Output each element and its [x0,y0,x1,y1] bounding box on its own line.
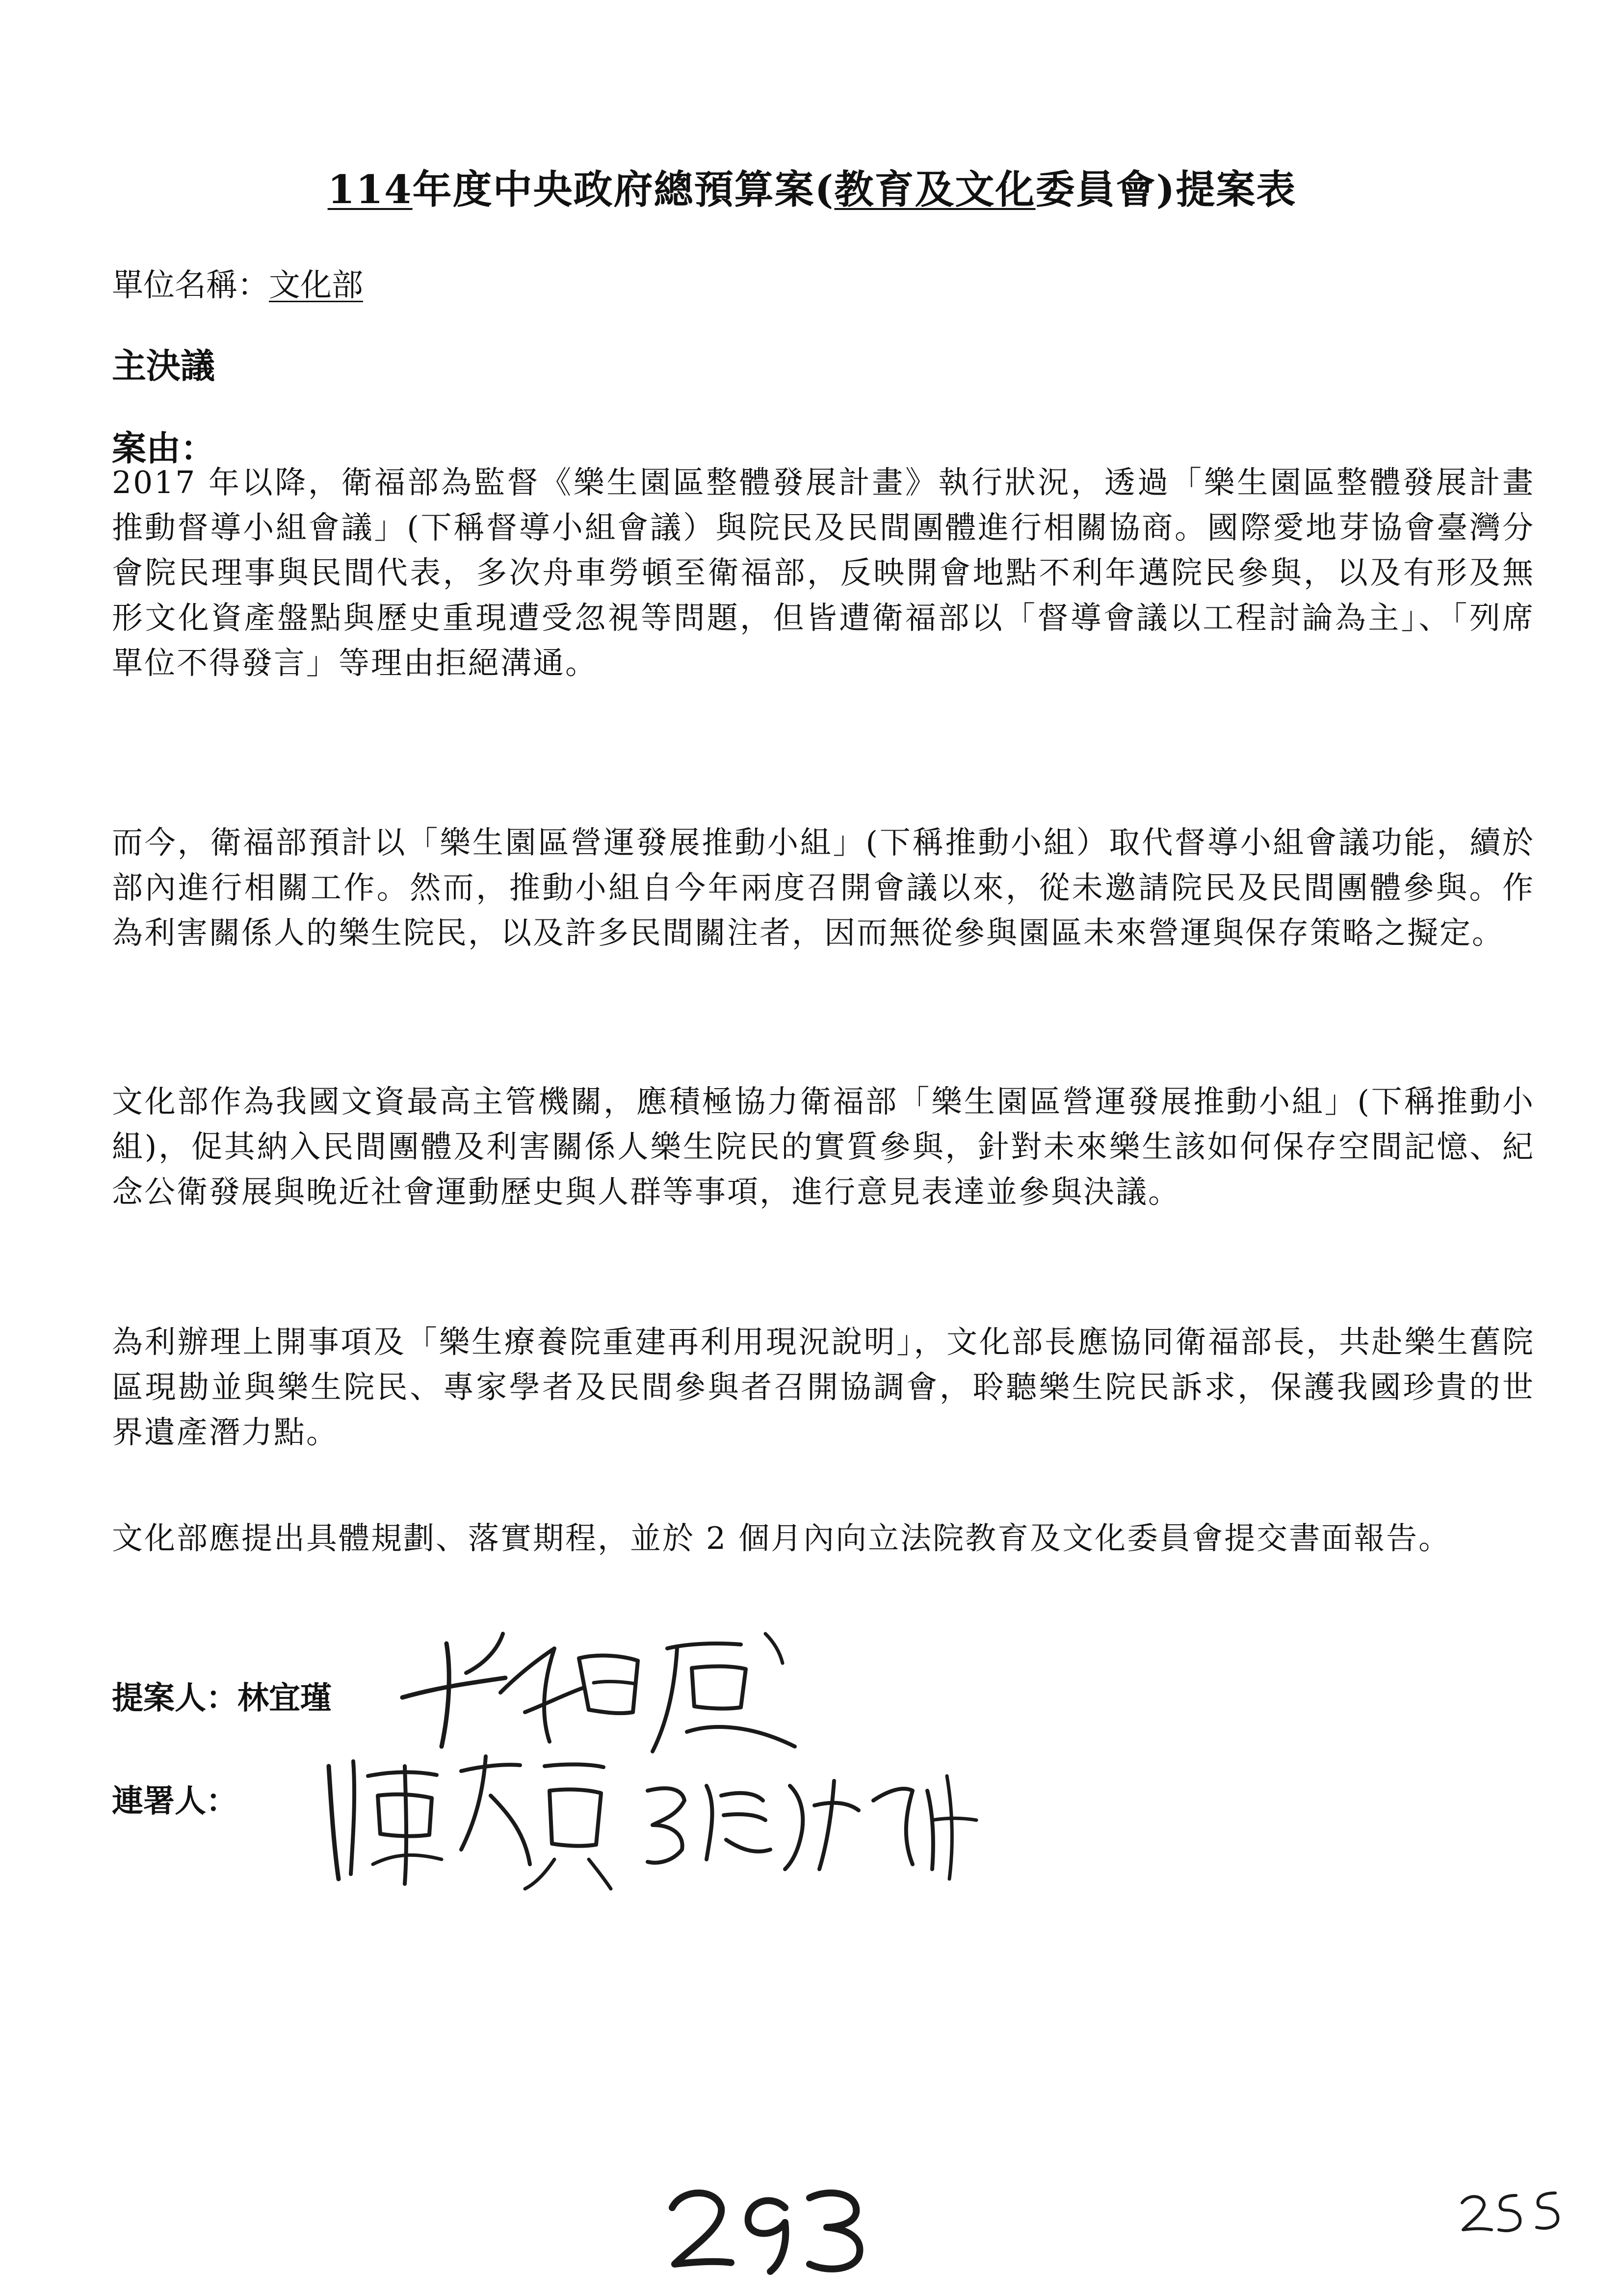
unit-label: 單位名稱： [112,267,269,304]
title-part1: 年度中央政府總預算案( [412,166,835,212]
paragraph-5: 文化部應提出具體規劃、落實期程，並於 2 個月內向立法院教育及文化委員會提交書面報告。 [112,1520,1451,1556]
unit-name: 文化部 [269,267,363,304]
reason-heading: 案由： [112,428,215,469]
document-title [0,158,1624,214]
cosigner-line [112,1776,237,1821]
cosigner-label: 連署人： [112,1783,237,1820]
paragraph-4: 為利辦理上開事項及「樂生療養院重建再利用現況說明」，文化部長應協同衛福部長，共赴樂生舊院區現勘並與樂生院民、專家學者及民間參與者召開協調會，聆聽樂生院民訴求，保護我國珍貴的世界遺產潛力點。 [112,1324,1535,1450]
handwritten-page-number-corner [1457,2183,1565,2242]
proposer-name: 林宜瑾 [237,1680,332,1717]
paragraph-1: 2017 年以降，衛福部為監督《樂生園區整體發展計畫》執行狀況，透過「樂生園區整體發展計畫推動督導小組會議」(下稱督導小組會議）與院民及民間團體進行相關協商。國際愛地芽協會臺灣分會院民理事與民間代表，多次舟車勞頓至衛福部，反映開會地點不利年邁院民參與，以及有形及無形文化資產盤點與歷史重現遭受忽視等問題，但皆遭衛福部以「督導會議以工程討論為主」、「列席單位不得發言」等理由拒絕溝通。 [112,465,1535,681]
title-committee: 教育及文化 [834,166,1036,212]
title-year: 114 [327,166,413,212]
handwritten-page-number-main [662,2178,878,2276]
proposer-line [112,1673,332,1718]
main-resolution-heading: 主決議 [112,345,215,386]
paragraph-2: 而今，衛福部預計以「樂生園區營運發展推動小組」(下稱推動小組）取代督導小組會議功能，續於部內進行相關工作。然而，推動小組自今年兩度召開會議以來，從未邀請院民及民間團體參與。作為利害關係人的樂生院民，以及許多民間關注者，因而無從參與園區未來營運與保存策略之擬定。 [112,825,1535,951]
paragraph-3: 文化部作為我國文資最高主管機關，應積極協力衛福部「樂生園區營運發展推動小組」(下稱推動小組)，促其納入民間團體及利害關係人樂生院民的實質參與，針對未來樂生該如何保存空間記憶、紀念公衛發展與晚近社會運動歷史與人群等事項，進行意見表達並參與決議。 [112,1084,1535,1210]
cosigner-signature-1-image [314,1737,618,1894]
cosigner-signature-2-image [638,1756,981,1884]
proposer-label: 提案人： [112,1680,237,1717]
unit-line [112,260,363,305]
title-part2: 委員會)提案表 [1035,166,1297,212]
